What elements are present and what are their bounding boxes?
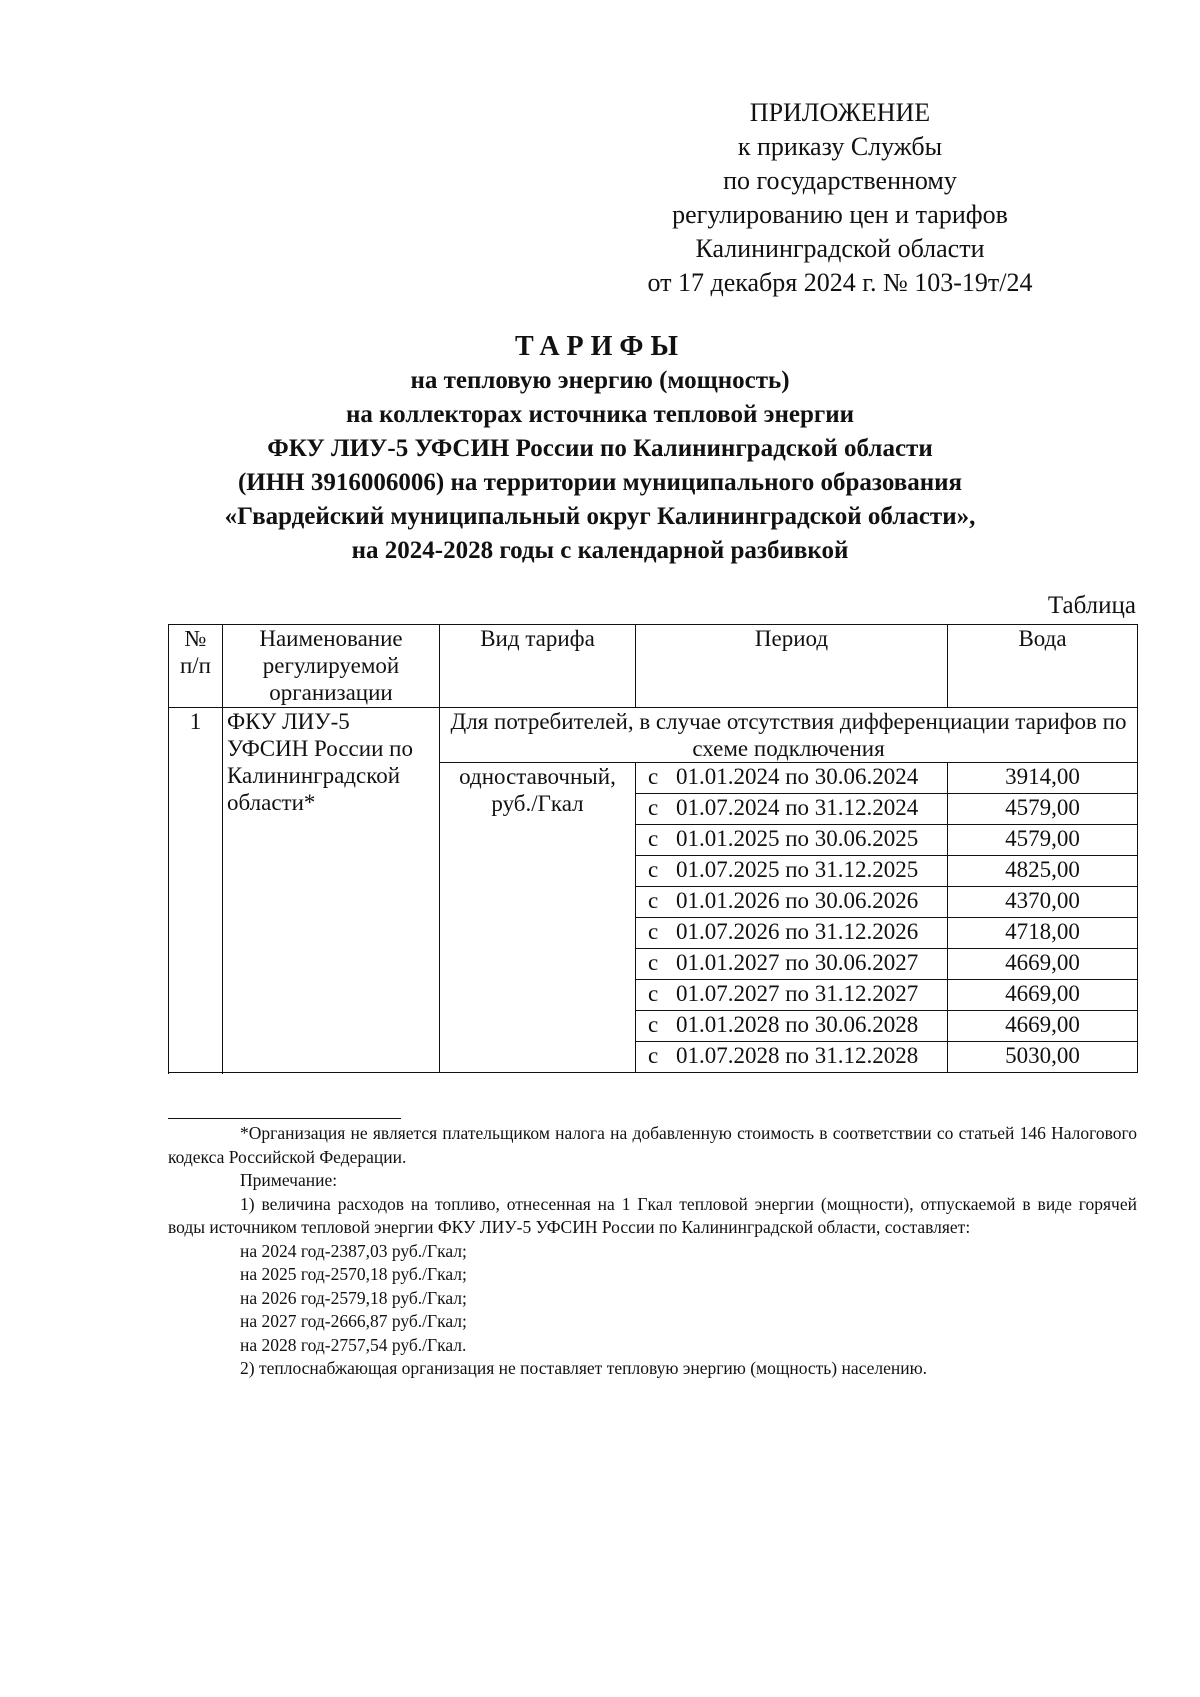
period-prefix: с — [648, 1012, 659, 1037]
appendix-heading: ПРИЛОЖЕНИЕ — [749, 98, 931, 127]
period-range: 01.07.2026 по 31.12.2026 — [676, 919, 919, 944]
row-number: 1 — [169, 708, 223, 1073]
fuel-cost-line: на 2024 год-2387,03 руб./Гкал; — [240, 1240, 467, 1261]
period-range: 01.07.2025 по 31.12.2025 — [676, 857, 919, 882]
period-cell — [636, 1011, 948, 1042]
tariff-value: 4579,00 — [948, 825, 1138, 856]
footnote-divider — [168, 1118, 401, 1119]
appendix-line: Калининградской области — [695, 234, 985, 263]
tariff-table — [168, 624, 1138, 1073]
title-main: ТАРИФЫ — [515, 331, 685, 362]
period-cell — [636, 918, 948, 949]
period-range: 01.01.2028 по 30.06.2028 — [676, 1012, 919, 1037]
header-water: Вода — [948, 625, 1138, 708]
period-prefix: с — [648, 795, 659, 820]
period-prefix: с — [648, 888, 659, 913]
appendix-line: регулированию цен и тарифов — [672, 200, 1008, 229]
table-caption: Таблица — [1047, 592, 1136, 619]
header-kind: Вид тарифа — [440, 625, 636, 708]
period-range: 01.07.2024 по 31.12.2024 — [676, 795, 919, 820]
period-range: 01.01.2026 по 30.06.2026 — [676, 888, 919, 913]
consumer-subheader: Для потребителей, в случае отсутствия дифференциации тарифов по схеме подключения — [440, 708, 1138, 763]
appendix-block — [600, 96, 1080, 300]
period-cell — [636, 856, 948, 887]
tariff-value: 4669,00 — [948, 980, 1138, 1011]
tariff-value: 3914,00 — [948, 763, 1138, 794]
tariff-value: 4370,00 — [948, 887, 1138, 918]
period-cell — [636, 1042, 948, 1073]
period-prefix: с — [648, 919, 659, 944]
appendix-line: к приказу Службы — [737, 132, 943, 161]
period-prefix: с — [648, 826, 659, 851]
tariff-value: 4669,00 — [948, 949, 1138, 980]
notes-block — [168, 1122, 1137, 1381]
vat-footnote: *Организация не является плательщиком налога на добавленную стоимость в соответствии со статьей 146 Налогового кодекса Российской Федерации. — [168, 1123, 1137, 1167]
header-org: Наименование регулируемой организации — [223, 625, 440, 708]
title-line: на тепловую энергию (мощность) — [410, 367, 790, 394]
period-prefix: с — [648, 1043, 659, 1068]
title-line: ФКУ ЛИУ-5 УФСИН России по Калининградской области — [267, 435, 933, 462]
organization-name: ФКУ ЛИУ-5 УФСИН России по Калининградской области* — [223, 708, 440, 1073]
note-item-1: 1) величина расходов на топливо, отнесенная на 1 Гкал тепловой энергии (мощности), отпускаемой в виде горячей воды источником тепловой энергии ФКУ ЛИУ-5 УФСИН России по Калининградской области, составляет: — [168, 1193, 1137, 1237]
title-line: (ИНН 3916006006) на территории муниципального образования — [237, 469, 963, 496]
fuel-cost-line: на 2026 год-2579,18 руб./Гкал; — [240, 1287, 467, 1308]
period-cell — [636, 887, 948, 918]
tariff-kind: одноставочный, руб./Гкал — [440, 763, 636, 1073]
table-row — [169, 708, 1138, 763]
period-cell — [636, 794, 948, 825]
period-prefix: с — [648, 950, 659, 975]
tariff-value: 4669,00 — [948, 1011, 1138, 1042]
period-range: 01.01.2027 по 30.06.2027 — [676, 950, 919, 975]
period-range: 01.07.2028 по 31.12.2028 — [676, 1043, 919, 1068]
fuel-cost-line: на 2027 год-2666,87 руб./Гкал; — [240, 1311, 467, 1331]
appendix-order-date: от 17 декабря 2024 г. № 103-19т/24 — [647, 268, 1033, 297]
period-cell — [636, 763, 948, 794]
tariff-value: 5030,00 — [948, 1042, 1138, 1073]
document-title — [100, 330, 1100, 568]
table-header-row — [169, 625, 1138, 708]
fuel-cost-line: на 2025 год-2570,18 руб./Гкал; — [240, 1264, 467, 1284]
tariff-value: 4718,00 — [948, 918, 1138, 949]
header-num: № п/п — [169, 625, 223, 708]
note-item-2: 2) теплоснабжающая организация не поставляет тепловую энергию (мощность) населению. — [240, 1358, 928, 1378]
period-prefix: с — [648, 764, 659, 789]
tariff-value: 4825,00 — [948, 856, 1138, 887]
period-cell — [636, 825, 948, 856]
period-cell — [636, 980, 948, 1011]
title-line: на 2024-2028 годы с календарной разбивкой — [351, 537, 849, 564]
tariff-value: 4579,00 — [948, 794, 1138, 825]
note-label: Примечание: — [240, 1170, 338, 1190]
header-period: Период — [636, 625, 948, 708]
period-range: 01.01.2024 по 30.06.2024 — [676, 764, 919, 789]
title-line: на коллекторах источника тепловой энергии — [345, 401, 855, 428]
period-cell — [636, 949, 948, 980]
period-range: 01.07.2027 по 31.12.2027 — [676, 981, 919, 1006]
period-prefix: с — [648, 857, 659, 882]
period-range: 01.01.2025 по 30.06.2025 — [676, 826, 919, 851]
period-prefix: с — [648, 981, 659, 1006]
title-line: «Гвардейский муниципальный округ Калининградской области», — [224, 503, 976, 530]
fuel-cost-line: на 2028 год-2757,54 руб./Гкал. — [240, 1334, 467, 1355]
appendix-line: по государственному — [723, 166, 957, 195]
